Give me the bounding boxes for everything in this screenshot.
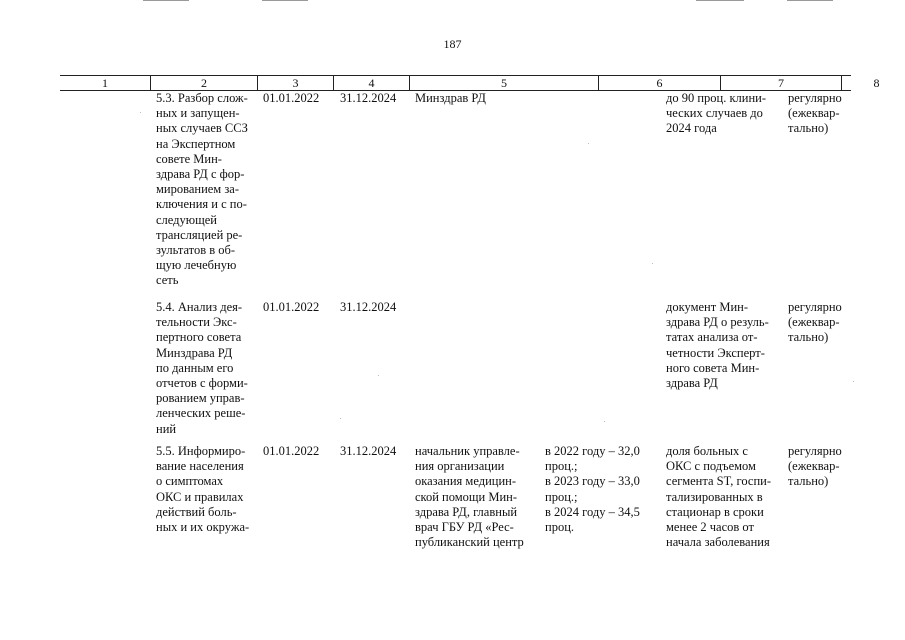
column-header-8: 8 [841,76,905,90]
scan-speck [140,112,141,113]
end-date-cell: 31.12.2024 [340,300,397,314]
table-header-row [60,76,880,90]
scan-speck [652,263,653,264]
scan-edge-line [787,0,833,1]
frequency-cell: регулярно (ежеквар- тально) [788,444,842,489]
column-header-5: 5 [409,76,598,90]
indicator-cell: в 2022 году – 32,0 проц.; в 2023 году – 33,0 проц.; в 2024 году – 34,5 проц. [545,444,640,535]
start-date-cell: 01.01.2022 [263,300,320,314]
responsible-cell: Минздрав РД [415,91,486,105]
scan-edge-line [696,0,744,1]
column-header-7: 7 [720,76,841,90]
column-header-6: 6 [598,76,720,90]
activity-cell: 5.5. Информиро- вание населения о симптомах ОКС и правилах действий боль- ных и их окружа- [156,444,250,535]
scan-speck [340,418,341,419]
scan-speck [378,375,379,376]
result-cell: до 90 проц. клини- ческих случаев до 2024 года [666,91,767,136]
result-cell: доля больных с ОКС с подъемом сегмента ST, госпи- тализированных в стационар в сроки менее 2 часов от начала заболевания [666,444,772,550]
scan-speck [604,421,605,422]
activity-cell: 5.3. Разбор слож- ных и запущен- ных случаев ССЗ на Экспертном совете Мин- здрава РД с фор- мированием за- ключения и с по- следующей трансляцией ре- зультатов в об- щую лечебную сеть [156,91,248,288]
end-date-cell: 31.12.2024 [340,444,397,458]
start-date-cell: 01.01.2022 [263,91,320,105]
frequency-cell: регулярно (ежеквар- тально) [788,91,842,136]
activity-cell: 5.4. Анализ дея- тельности Экс- пертного совета Минздрава РД по данным его отчетов с форми- рованием управ- ленческих реше- ний [156,300,248,436]
scan-speck [853,381,854,382]
result-cell: документ Мин- здрава РД о резуль- татах анализа от- четности Эксперт- ного совета Мин- здрава РД [666,300,769,391]
page-number: 187 [443,37,462,51]
start-date-cell: 01.01.2022 [263,444,320,458]
scan-edge-line [143,0,189,1]
column-header-2: 2 [150,76,257,90]
scan-edge-line [262,0,308,1]
frequency-cell: регулярно (ежеквар- тально) [788,300,842,345]
column-header-3: 3 [257,76,333,90]
column-header-4: 4 [333,76,409,90]
column-header-1: 1 [102,76,108,90]
end-date-cell: 31.12.2024 [340,91,397,105]
responsible-cell: начальник управле- ния организации оказания медицин- ской помощи Мин- здрава РД, главный врач ГБУ РД «Рес- публиканский центр [415,444,524,550]
scan-speck [588,143,589,144]
